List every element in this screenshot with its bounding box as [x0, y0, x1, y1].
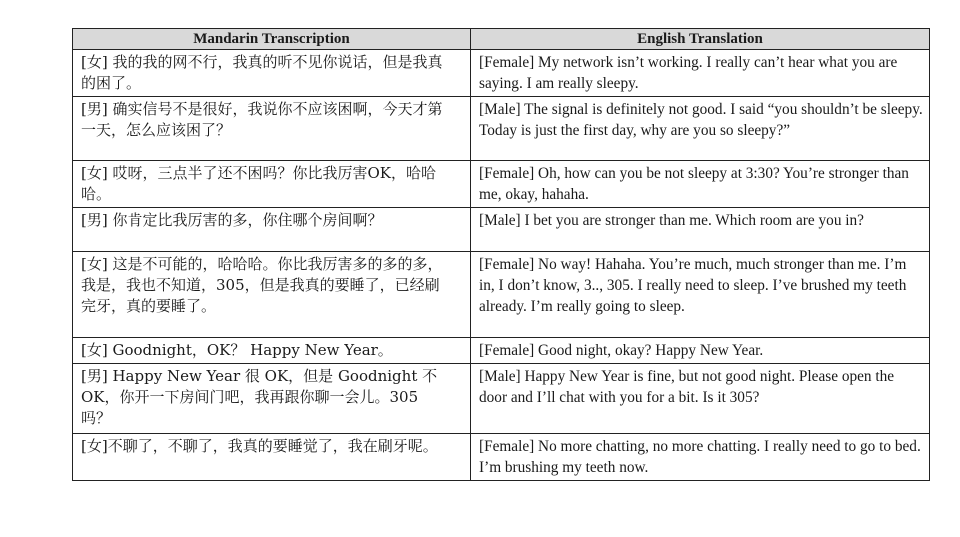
table-row [73, 252, 930, 338]
table-row [73, 161, 930, 208]
english-cell: [Female] No way! Hahaha. You’re much, much stronger than me. I’m in, I don’t know, 3.., 305. I really need to sleep. I’ve brushed my teeth already. I’m really going to sleep. [471, 252, 930, 338]
table-row [73, 208, 930, 252]
mandarin-cell: [女] 这是不可能的，哈哈哈。你比我厉害多的多的多，我是，我也不知道，305，但是我真的要睡了，已经刷完牙，真的要睡了。 [73, 252, 471, 338]
header-english: English Translation [471, 29, 930, 50]
table-row [73, 50, 930, 97]
mandarin-cell: [男] Happy New Year 很 OK，但是 Goodnight 不OK，你开一下房间门吧，我再跟你聊一会儿。305 吗？ [73, 364, 471, 434]
english-cell: [Female] Oh, how can you be not sleepy at 3:30? You’re stronger than me, okay, hahaha. [471, 161, 930, 208]
table-row [73, 338, 930, 364]
mandarin-cell: [女] 我的我的网不行，我真的听不见你说话，但是我真的困了。 [73, 50, 471, 97]
table-row [73, 434, 930, 481]
transcription-table [72, 28, 930, 481]
mandarin-cell: [女] 哎呀，三点半了还不困吗？你比我厉害OK，哈哈哈。 [73, 161, 471, 208]
mandarin-cell: [男] 确实信号不是很好，我说你不应该困啊，今天才第一天，怎么应该困了？ [73, 97, 471, 161]
english-cell: [Male] I bet you are stronger than me. Which room are you in? [471, 208, 930, 252]
mandarin-cell: [男] 你肯定比我厉害的多，你住哪个房间啊？ [73, 208, 471, 252]
header-mandarin: Mandarin Transcription [73, 29, 471, 50]
english-cell: [Female] No more chatting, no more chatting. I really need to go to bed. I’m brushing my teeth now. [471, 434, 930, 481]
mandarin-cell: [女] Goodnight，OK？ Happy New Year。 [73, 338, 471, 364]
table-row [73, 364, 930, 434]
english-cell: [Male] The signal is definitely not good. I said “you shouldn’t be sleepy. Today is just the first day, why are you so sleepy?” [471, 97, 930, 161]
english-cell: [Female] My network isn’t working. I really can’t hear what you are saying. I am really sleepy. [471, 50, 930, 97]
english-cell: [Male] Happy New Year is fine, but not good night. Please open the door and I’ll chat with you for a bit. Is it 305? [471, 364, 930, 434]
header-row [73, 29, 930, 50]
table-row [73, 97, 930, 161]
mandarin-cell: [女]不聊了，不聊了，我真的要睡觉了，我在刷牙呢。 [73, 434, 471, 481]
english-cell: [Female] Good night, okay? Happy New Year. [471, 338, 930, 364]
